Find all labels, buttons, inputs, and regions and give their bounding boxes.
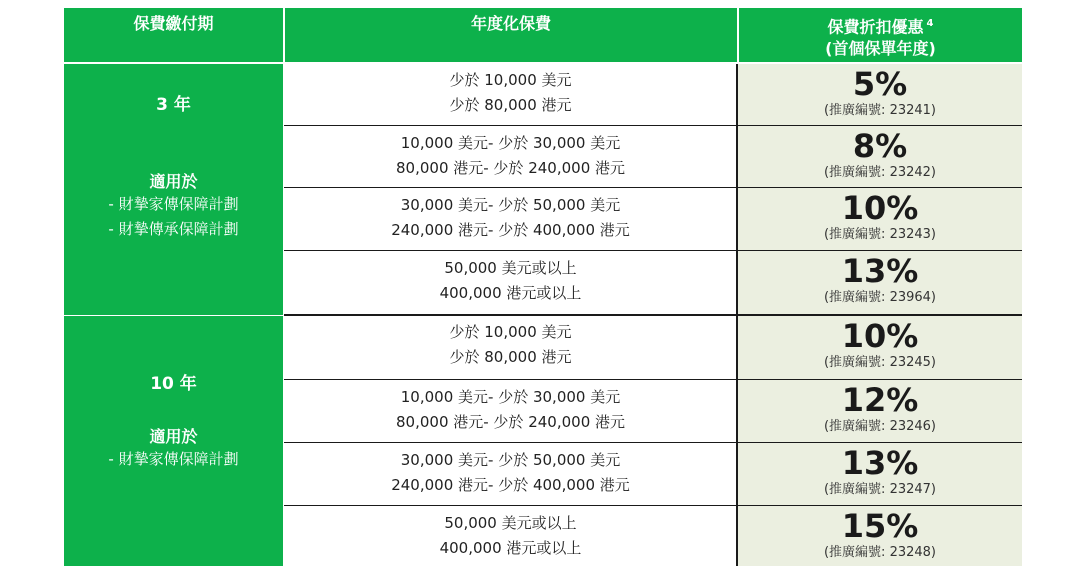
discount-cell <box>738 506 1022 566</box>
term-label: 3 年 <box>156 95 191 115</box>
header-annualized-premium <box>285 8 737 62</box>
premium-hkd: 少於 80,000 港元 <box>449 96 572 114</box>
discount-percent: 10% <box>841 189 919 227</box>
promo-code: (推廣編號: 23245) <box>823 355 936 370</box>
header-discount-subtitle: (首個保單年度) <box>825 39 936 59</box>
premium-usd: 30,000 美元- 少於 50,000 美元 <box>400 451 621 469</box>
premium-usd: 少於 10,000 美元 <box>449 71 572 89</box>
plan-name: - 財摯家傳保障計劃 <box>108 195 239 213</box>
footnote-marker: 4 <box>926 18 934 29</box>
discount-cell <box>738 316 1022 380</box>
premium-hkd: 240,000 港元- 少於 400,000 港元 <box>391 476 630 494</box>
discount-cell <box>738 188 1022 251</box>
premium-cell <box>284 443 737 506</box>
discount-cell <box>738 126 1022 188</box>
premium-hkd: 少於 80,000 港元 <box>449 348 572 366</box>
header-payment-term <box>64 8 283 62</box>
plan-name: - 財摯傳承保障計劃 <box>108 220 239 238</box>
discount-percent: 8% <box>852 127 908 165</box>
discount-percent: 15% <box>841 507 919 545</box>
header-annualized-premium-label: 年度化保費 <box>470 14 551 33</box>
discount-percent: 5% <box>852 65 908 103</box>
premium-hkd: 400,000 港元或以上 <box>439 539 582 557</box>
premium-usd: 10,000 美元- 少於 30,000 美元 <box>400 388 621 406</box>
discount-cell <box>738 380 1022 443</box>
premium-cell <box>284 251 737 315</box>
premium-hkd: 80,000 港元- 少於 240,000 港元 <box>396 413 625 431</box>
discount-percent: 12% <box>841 381 919 419</box>
premium-cell <box>284 316 737 380</box>
premium-usd: 少於 10,000 美元 <box>449 323 572 341</box>
term-cell-10-year <box>64 316 283 566</box>
header-discount <box>739 8 1022 62</box>
discount-cell <box>738 64 1022 126</box>
premium-usd: 30,000 美元- 少於 50,000 美元 <box>400 196 621 214</box>
group-divider <box>284 314 1022 316</box>
promo-code: (推廣編號: 23241) <box>823 103 936 118</box>
premium-hkd: 400,000 港元或以上 <box>439 284 582 302</box>
promo-code: (推廣編號: 23242) <box>823 165 936 180</box>
premium-cell <box>284 506 737 566</box>
premium-cell <box>284 64 737 126</box>
premium-cell <box>284 380 737 443</box>
applies-to-label: 適用於 <box>149 172 198 191</box>
premium-hkd: 240,000 港元- 少於 400,000 港元 <box>391 221 630 239</box>
promo-code: (推廣編號: 23243) <box>823 227 936 242</box>
premium-usd: 50,000 美元或以上 <box>444 514 577 532</box>
premium-usd: 50,000 美元或以上 <box>444 259 577 277</box>
premium-cell <box>284 188 737 251</box>
promo-code: (推廣編號: 23246) <box>823 419 936 434</box>
discount-cell <box>738 251 1022 315</box>
premium-usd: 10,000 美元- 少於 30,000 美元 <box>400 134 621 152</box>
header-discount-title <box>739 13 1022 38</box>
premium-hkd: 80,000 港元- 少於 240,000 港元 <box>396 159 625 177</box>
discount-percent: 13% <box>841 252 919 290</box>
applies-to-label: 適用於 <box>149 427 198 446</box>
promo-code: (推廣編號: 23248) <box>823 545 936 560</box>
header-discount-label: 保費折扣優惠 <box>827 17 924 37</box>
header-payment-term-label: 保費繳付期 <box>133 14 214 33</box>
term-label: 10 年 <box>150 374 197 394</box>
discount-cell <box>738 443 1022 506</box>
plan-name: - 財摯家傳保障計劃 <box>108 450 239 468</box>
premium-cell <box>284 126 737 188</box>
discount-percent: 13% <box>841 444 919 482</box>
term-cell-3-year <box>64 64 283 315</box>
discount-percent: 10% <box>841 317 919 355</box>
promo-code: (推廣編號: 23247) <box>823 482 936 497</box>
promo-code: (推廣編號: 23964) <box>823 290 936 305</box>
